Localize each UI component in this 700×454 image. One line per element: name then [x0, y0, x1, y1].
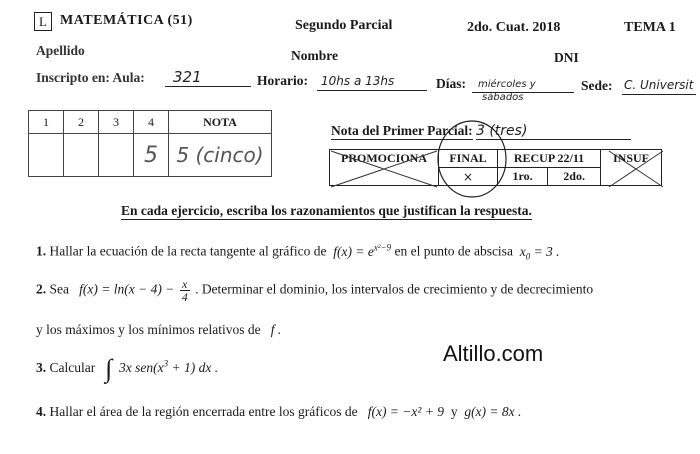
status-final: FINAL	[439, 150, 498, 168]
horario-label: Horario:	[257, 73, 308, 88]
question-4	[36, 404, 521, 420]
question-3-integrand: 3x $sen(x^3 + 1)$ dx .	[115, 358, 219, 376]
status-recup-1: 1ro.	[498, 168, 548, 186]
status-insuf: INSUF	[601, 150, 662, 186]
grade-header-row	[29, 111, 272, 134]
question-1	[36, 242, 560, 261]
question-1-function: $f(x) = e^{x^2-9}$	[329, 242, 392, 259]
grade-col-nota: NOTA	[169, 111, 272, 134]
horario-field	[317, 72, 427, 91]
primer-parcial-label-text: Nota del Primer Parcial:	[331, 123, 473, 138]
tema-label: TEMA 1	[624, 20, 676, 35]
question-1-tail: en el punto de abscisa	[394, 243, 513, 259]
grade-col-2: 2	[64, 111, 99, 134]
dni-label: DNI	[554, 50, 579, 65]
question-4-text: Hallar el área de la región encerrada entre los gráficos de	[49, 404, 358, 419]
question-2-line-2-text: y los máximos y los mínimos relativos de	[36, 322, 261, 337]
question-2-line-2	[36, 322, 281, 338]
dias-field	[472, 74, 574, 93]
grade-col-1: 1	[29, 111, 64, 134]
question-2-fraction: $\frac{x}{4}$	[181, 277, 188, 304]
question-4-functions: f(x) = −x² + 9 y g(x) = 8x .	[360, 404, 522, 419]
aula-field	[165, 68, 251, 87]
question-2-function: f(x) = ln(x − 4) −	[72, 281, 175, 297]
sede-label: Sede:	[581, 78, 613, 93]
grade-mark-1	[29, 134, 64, 177]
status-promociona: PROMOCIONA	[330, 150, 439, 186]
instruction: En cada ejercicio, escriba los razonamientos que justifican la respuesta.	[121, 203, 532, 218]
apellido-label: Apellido	[36, 43, 85, 58]
parcial-title: Segundo Parcial	[295, 18, 393, 33]
question-1-number: 1.	[36, 243, 47, 259]
sede-field	[622, 76, 696, 95]
grade-mark-nota: 5 (cinco)	[169, 134, 272, 177]
horario-value: 10hs a 13hs	[321, 74, 395, 88]
final-circle	[434, 118, 510, 200]
question-3-number: 3.	[36, 360, 47, 376]
cuatrimestre: 2do. Cuat. 2018	[467, 20, 561, 35]
integral-icon: ∫	[98, 354, 113, 383]
question-2-text: Sea	[49, 281, 69, 297]
grade-col-3: 3	[99, 111, 134, 134]
tema-box: L	[34, 12, 52, 31]
question-3	[36, 354, 218, 384]
status-recup-2: 2do.	[548, 168, 601, 186]
grade-mark-4: 5	[134, 134, 169, 177]
primer-parcial-value: 3 (tres)	[476, 123, 631, 140]
grade-mark-2	[64, 134, 99, 177]
watermark: Altillo.com	[443, 341, 544, 366]
question-1-abscisa: $x_0 = 3$ .	[516, 243, 560, 262]
grade-marks-row	[29, 134, 272, 177]
question-3-text: Calcular	[49, 360, 96, 376]
question-2	[36, 278, 593, 303]
aula-label: Inscripto en: Aula:	[36, 70, 145, 85]
question-2-tail: . Determinar el dominio, los intervalos de crecimiento y de decrecimiento	[195, 281, 594, 297]
question-1-text: Hallar la ecuación de la recta tangente al gráfico de	[49, 243, 327, 259]
status-final-mark: ×	[439, 168, 498, 186]
question-4-number: 4.	[36, 404, 47, 419]
dias-value-2: sábados	[482, 92, 524, 103]
grade-mark-3	[99, 134, 134, 177]
dias-label: Días:	[436, 76, 466, 91]
status-recup: RECUP 22/11	[498, 150, 601, 168]
aula-value: 321	[173, 68, 202, 86]
nombre-label: Nombre	[291, 48, 338, 63]
sede-value: C. Universit	[624, 78, 694, 92]
question-2-f: f .	[264, 322, 282, 337]
grade-col-4: 4	[134, 111, 169, 134]
grade-table	[28, 110, 272, 177]
question-2-number: 2.	[36, 281, 47, 297]
subject-title: MATEMÁTICA (51)	[60, 13, 193, 28]
dias-value-1: miércoles y	[478, 79, 536, 90]
